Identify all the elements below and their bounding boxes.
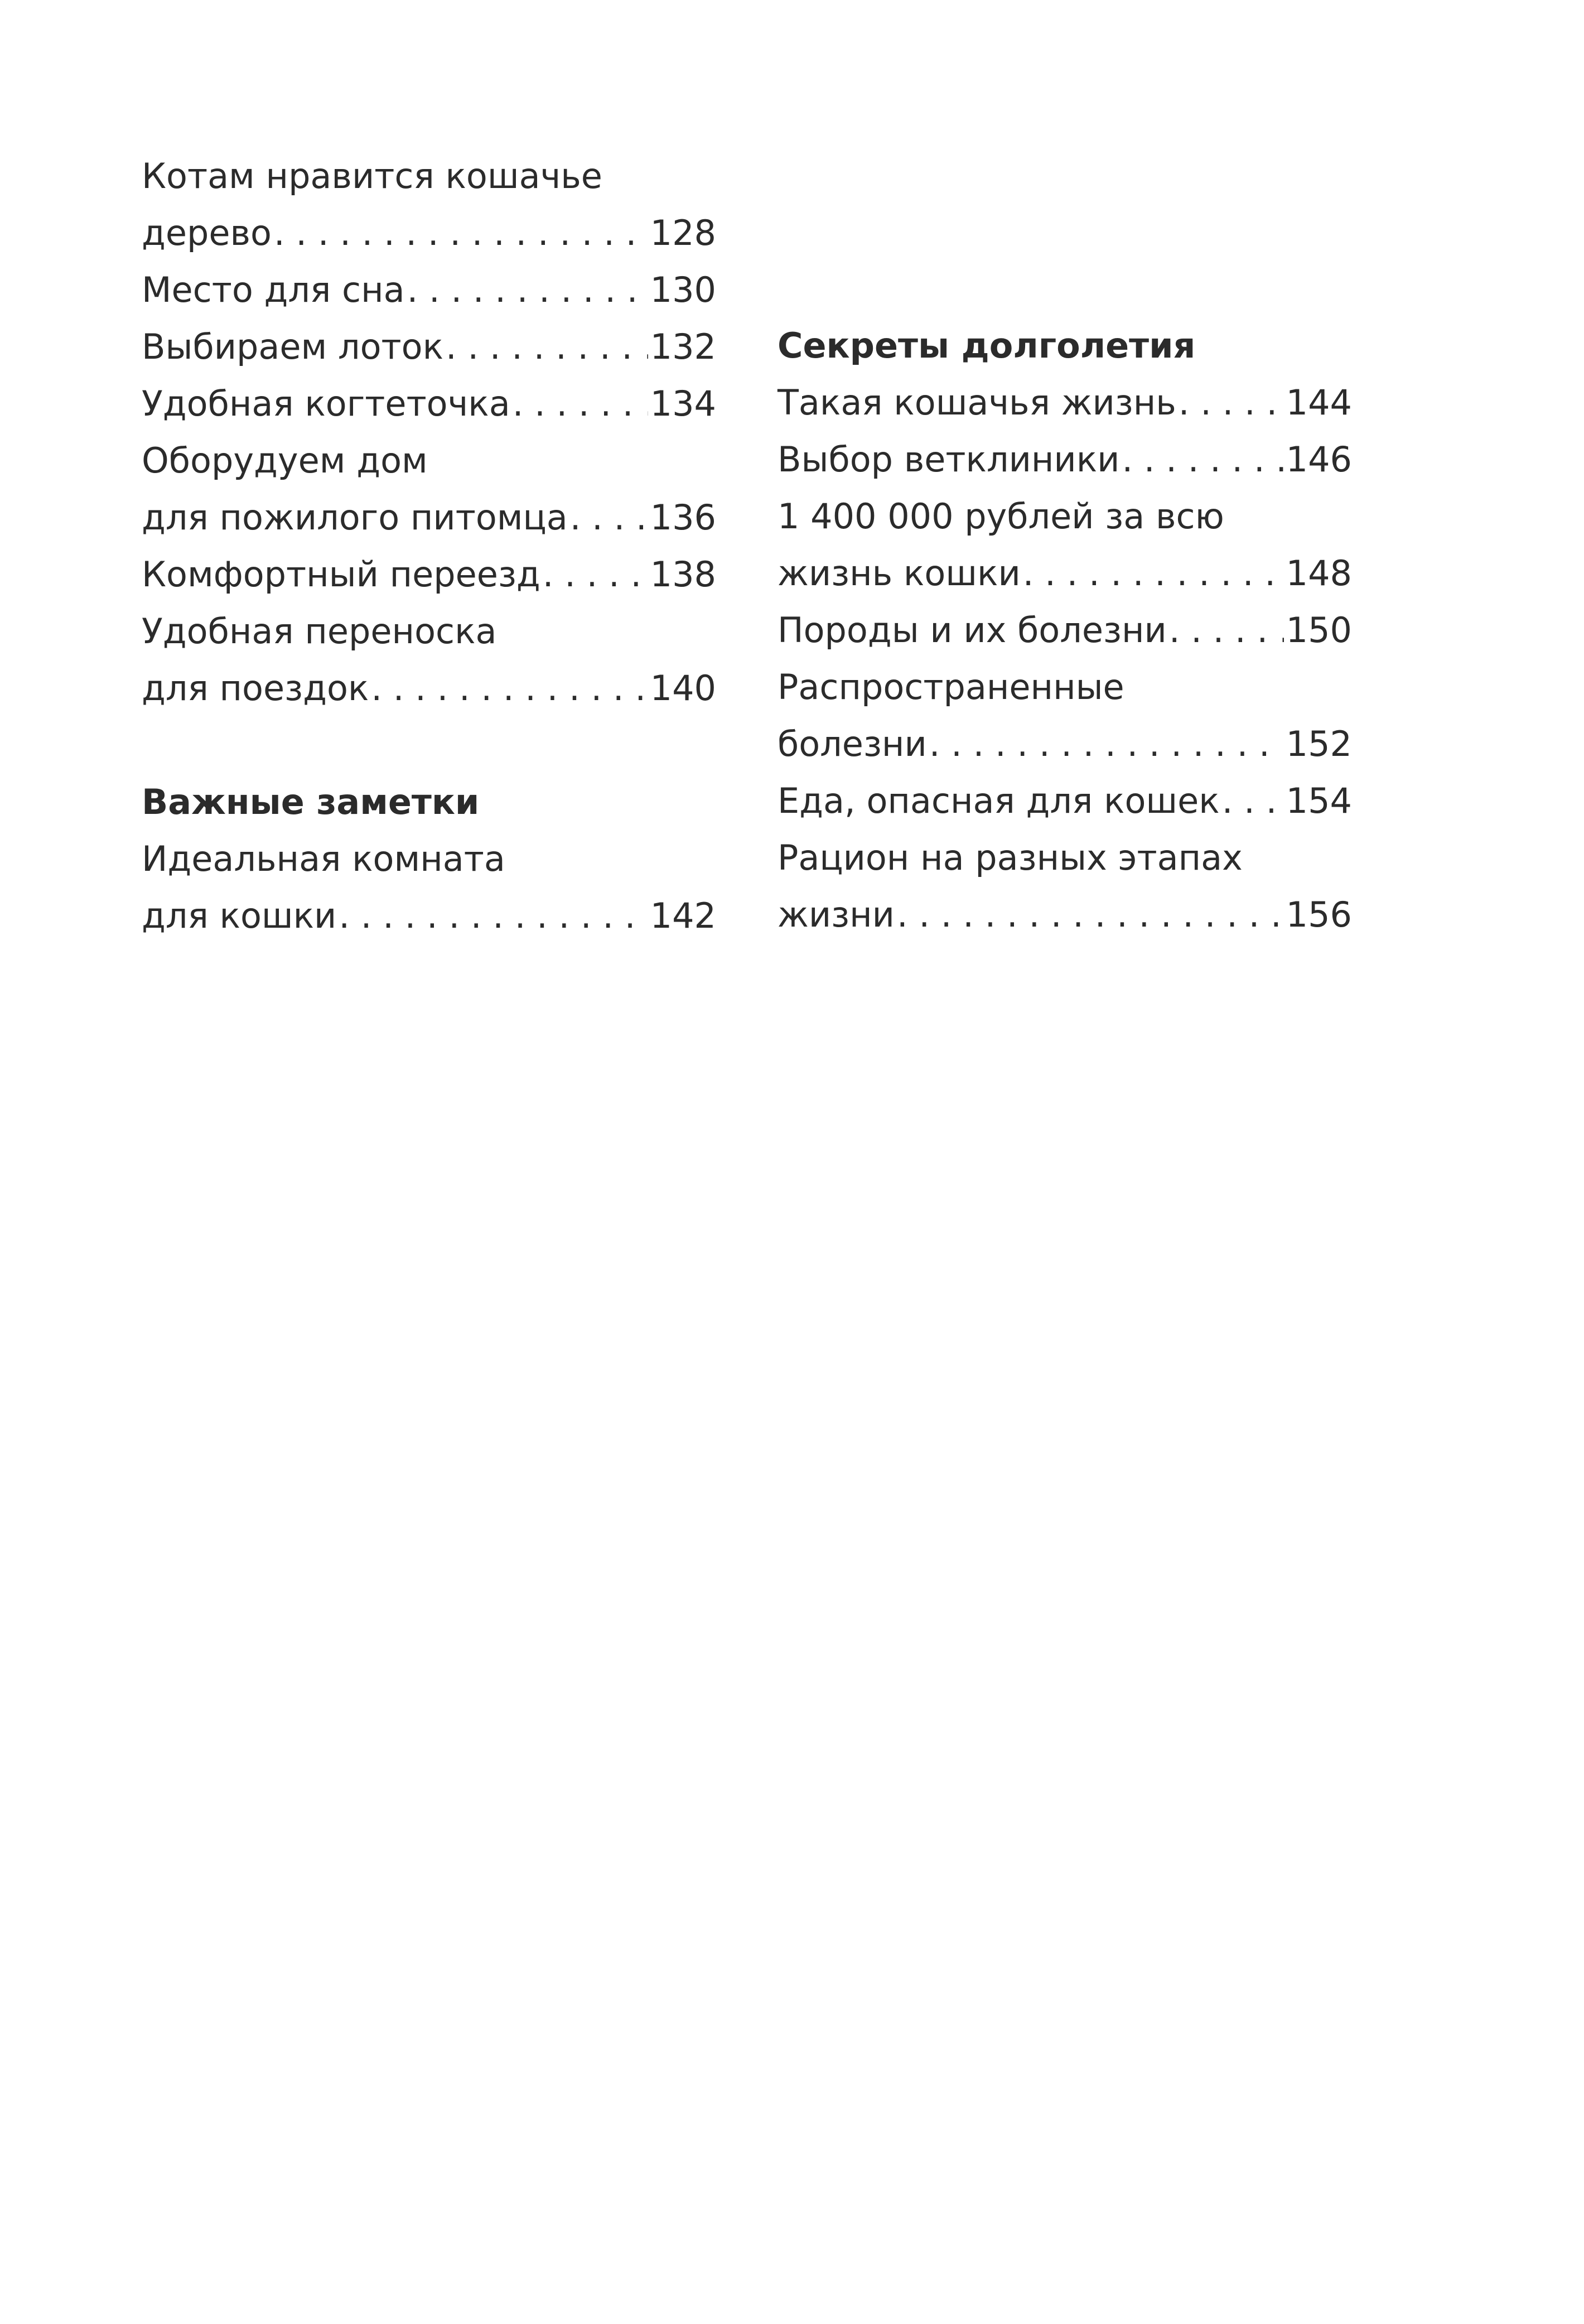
toc-entry[interactable]	[777, 773, 1352, 830]
toc-entry-text: для пожилого питомца	[142, 497, 568, 538]
toc-entry-text: Еда, опасная для кошек	[777, 780, 1220, 821]
toc-page-number: 132	[650, 326, 716, 367]
toc-entry[interactable]	[142, 262, 716, 319]
toc-entry[interactable]	[777, 602, 1352, 659]
toc-entry-text: для кошки	[142, 895, 337, 936]
toc-page-number: 130	[650, 269, 716, 310]
toc-page-number: 156	[1286, 894, 1352, 935]
toc-entry[interactable]	[142, 660, 716, 717]
dot-leader	[929, 716, 1284, 773]
toc-entry[interactable]	[142, 888, 716, 944]
toc-entry-text: жизни	[777, 894, 895, 935]
toc-entry-text: Удобная когтеточка	[142, 383, 510, 424]
dot-leader	[339, 888, 648, 944]
section-title: Важные заметки	[142, 782, 480, 822]
dot-leader	[274, 205, 648, 262]
toc-entry-text: 1 400 000 рублей за всю	[777, 496, 1224, 537]
toc-entry-text: Породы и их болезни	[777, 610, 1167, 650]
toc-page-number: 144	[1286, 382, 1352, 423]
toc-entry[interactable]	[142, 319, 716, 375]
toc-entry-text: Такая кошачья жизнь	[777, 382, 1176, 423]
toc-entry-text: болезни	[777, 724, 927, 764]
toc-entry-text: Комфортный переезд	[142, 554, 540, 595]
toc-entry-text: Рацион на разных этапах	[777, 837, 1243, 878]
toc-entry-text: Выбираем лоток	[142, 326, 444, 367]
dot-leader	[897, 886, 1284, 943]
dot-leader	[1222, 773, 1284, 830]
toc-entry[interactable]	[142, 546, 716, 603]
toc-page-number: 140	[650, 668, 716, 708]
toc-entry-text: жизнь кошки	[777, 553, 1021, 594]
dot-leader	[371, 660, 648, 717]
toc-page-number: 134	[650, 383, 716, 424]
toc-entry[interactable]	[777, 374, 1352, 431]
dot-leader	[570, 489, 648, 546]
dot-leader	[1023, 545, 1284, 602]
toc-entry[interactable]	[142, 205, 716, 262]
toc-entry-text: Место для сна	[142, 269, 405, 310]
toc-entry-text: Идеальная комната	[142, 838, 505, 879]
toc-entry-text: Удобная переноска	[142, 611, 497, 652]
toc-entry-text: Оборудуем дом	[142, 440, 428, 481]
dot-leader	[1179, 374, 1284, 431]
toc-entry-text: дерево	[142, 213, 272, 253]
dot-leader	[407, 262, 648, 319]
toc-entry[interactable]	[142, 489, 716, 546]
toc-page-number: 154	[1286, 780, 1352, 821]
toc-entry[interactable]	[142, 375, 716, 432]
toc-page-number: 136	[650, 497, 716, 538]
dot-leader	[1169, 602, 1284, 659]
toc-entry[interactable]	[777, 431, 1352, 488]
toc-entry-text: для поездок	[142, 668, 369, 708]
dot-leader	[1122, 431, 1283, 488]
toc-page-number: 152	[1286, 724, 1352, 764]
toc-entry-text: Распространенные	[777, 667, 1124, 707]
toc-page-number: 142	[650, 895, 716, 936]
toc-page-number: 128	[650, 213, 716, 253]
dot-leader	[543, 546, 648, 603]
toc-entry[interactable]	[777, 716, 1352, 773]
toc-entry-text: Выбор ветклиники	[777, 439, 1120, 480]
toc-entry[interactable]	[777, 886, 1352, 943]
toc-page-number: 150	[1286, 610, 1352, 650]
dot-leader	[446, 319, 648, 375]
toc-page-number: 146	[1286, 439, 1352, 480]
dot-leader	[513, 375, 648, 432]
toc-page-number: 138	[650, 554, 716, 595]
section-title: Секреты долголетия	[777, 325, 1196, 366]
toc-page-number: 148	[1286, 553, 1352, 594]
toc-entry[interactable]	[777, 545, 1352, 602]
toc-entry-text: Котам нравится кошачье	[142, 156, 602, 196]
